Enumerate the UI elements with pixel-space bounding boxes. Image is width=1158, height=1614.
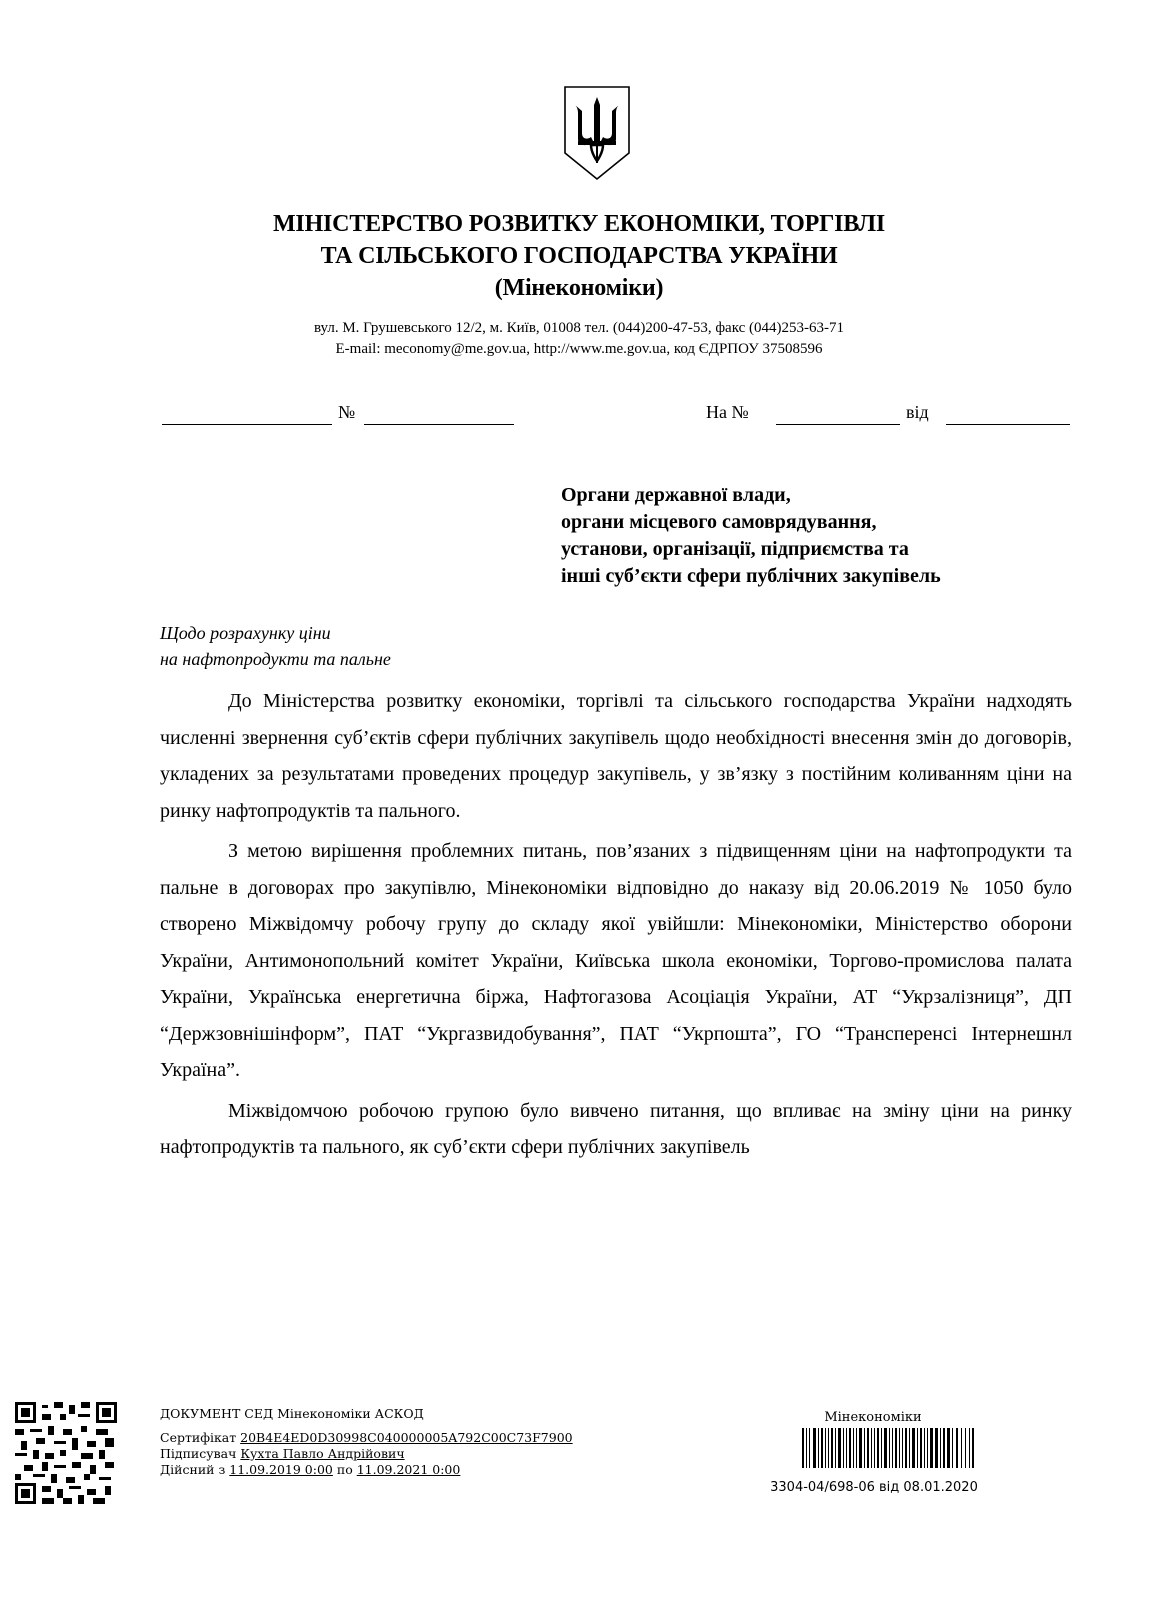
signer-value: Кухта Павло Андрійович (240, 1446, 405, 1461)
signer-row (160, 1446, 573, 1462)
certificate-label: Сертифікат (160, 1430, 237, 1445)
digital-signature-info (160, 1406, 573, 1478)
addressee-block (561, 482, 941, 590)
addressee-line: установи, організації, підприємства та (561, 538, 909, 560)
reply-number-blank-line (776, 424, 900, 425)
subject-line: Щодо розрахунку ціни (160, 623, 331, 643)
validity-row (160, 1462, 573, 1478)
outgoing-registration (160, 402, 520, 428)
qr-code-icon (15, 1402, 117, 1504)
valid-from: 11.09.2019 0:00 (229, 1462, 333, 1477)
letter-body (160, 683, 1072, 1170)
contact-line: E-mail: meconomy@me.gov.ua, http://www.me.gov.ua, код ЄДРПОУ 37508596 (335, 341, 823, 357)
ukraine-trident-emblem-icon (561, 83, 633, 183)
subject-line: на нафтопродукти та пальне (160, 649, 391, 669)
certificate-value: 20B4E4ED0D30998C040000005A792C00C73F7900 (240, 1430, 573, 1445)
from-label: від (906, 402, 929, 422)
document-system-line: ДОКУМЕНТ СЕД Мінекономіки АСКОД (160, 1406, 424, 1421)
addressee-line: інші суб’єкти сфери публічних закупівель (561, 565, 941, 587)
ministry-contacts (0, 318, 1158, 360)
body-paragraph: З метою вирішення проблемних питань, пов’язаних з підвищенням ціни на нафтопродукти та пальне в договорах про закупівлю, Мінекономіки відповідно до наказу від 20.06.2019 № 1050 було створено Міжвідомчу робочу групу до складу якої увійшли: Мінекономіки, Міністерство оборони України, Антимонопольний комітет України, Київська школа економіки, Торгово-промислова палата України, Українська енергетична біржа, Нафтогазова Асоціація України, АТ “Укрзалізниця”, ДП “Держзовнішінформ”, ПАТ “Укргазвидобування”, ПАТ “Укрпошта”, ГО “Трансперенсі Інтернешнл Україна”. (160, 840, 1072, 1081)
ministry-title-line: МІНІСТЕРСТВО РОЗВИТКУ ЕКОНОМІКИ, ТОРГІВЛІ (272, 211, 885, 237)
address-line: вул. М. Грушевського 12/2, м. Київ, 01008 тел. (044)200-47-53, факс (044)253-63-71 (313, 320, 845, 336)
reply-to-label: На № (706, 402, 749, 422)
reply-date-blank-line (946, 424, 1070, 425)
barcode-icon (802, 1428, 974, 1468)
number-sign: № (338, 402, 356, 422)
number-blank-line (364, 424, 514, 425)
ministry-title (0, 208, 1158, 304)
date-blank-line (162, 424, 332, 425)
barcode-label: Мінекономіки (824, 1410, 922, 1425)
valid-label: Дійсний з (160, 1462, 226, 1477)
document-registration-number: 3304-04/698-06 від 08.01.2020 (770, 1480, 978, 1495)
ministry-short-name: (Мінекономіки) (494, 275, 664, 301)
certificate-row (160, 1430, 573, 1446)
incoming-reference (706, 402, 1076, 428)
body-paragraph: Міжвідомчою робочою групою було вивчено питання, що впливає на зміну ціни на ринку нафтопродуктів та пального, як суб’єкти сфери публічних закупівель (160, 1099, 1072, 1158)
addressee-line: органи місцевого самоврядування, (561, 511, 877, 533)
signer-label: Підписувач (160, 1446, 237, 1461)
ministry-title-line: ТА СІЛЬСЬКОГО ГОСПОДАРСТВА УКРАЇНИ (320, 243, 838, 269)
letter-subject (160, 620, 391, 672)
valid-to: 11.09.2021 0:00 (356, 1462, 461, 1477)
addressee-line: Органи державної влади, (561, 484, 791, 506)
body-paragraph: До Міністерства розвитку економіки, торгівлі та сільського господарства України надходять численні звернення суб’єктів сфери публічних закупівель щодо необхідності внесення змін до договорів, укладених за результатами проведених процедур закупівель, у зв’язку з постійним коливанням ціни на ринку нафтопродуктів та пального. (160, 690, 1072, 822)
valid-to-label: по (336, 1462, 353, 1477)
